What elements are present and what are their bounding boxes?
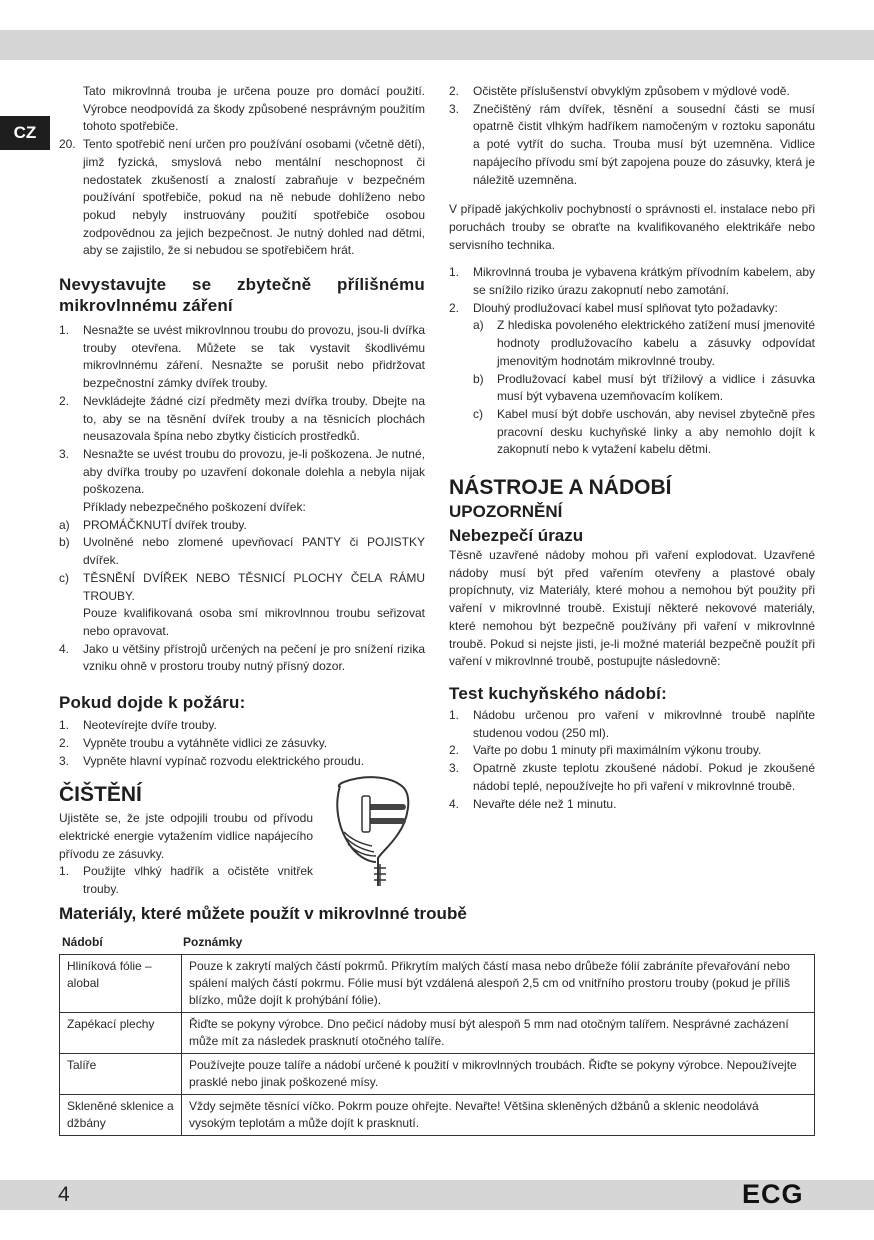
table-row <box>60 1095 815 1136</box>
list-item: 3. Znečištěný rám dvířek, těsnění a sousední části se musí opatrně čistit vlhkým hadříkem namočeným v roztoku saponátu a poté vytřít do sucha. Trouba musí být uzemněna. Vidlice napájecího přívodu smí být zapojena pouze do zásuvky, která je náležitě uzemněna. <box>449 101 815 187</box>
table-cell-notes: Řiďte se pokyny výrobce. Dno pečicí nádoby musí být alespoň 5 mm nad otočným talířem. Nesprávné zacházení může mít za následek prasknutí otočného talíře. <box>182 1013 815 1054</box>
danger-heading: Nebezpečí úrazu <box>449 526 584 546</box>
list-item: 1. Mikrovlnná trouba je vybavena krátkým přívodním kabelem, aby se snížilo riziko úrazu zakopnutí nebo zamotání. <box>449 265 815 298</box>
qualified-note: Pouze kvalifikovaná osoba smí mikrovlnnou troubu seřizovat nebo opravovat. <box>83 606 425 638</box>
page-number: 4 <box>58 1183 70 1206</box>
list-item: 2. Dlouhý prodlužovací kabel musí splňovat tyto požadavky: <box>449 300 778 315</box>
danger-paragraph: Těsně uzavřené nádoby mohou při vaření explodovat. Uzavřené nádoby musí být před vařením otevřeny a plastové obaly propíchnuty, viz Materiály, které mohou a nemohou být použity při vaření v mikrovlnné troubě. Existují některé nekovové materiály, které nemohou být bezpečně používány při vaření v mikrovlnné troubě. Pokud si nejste jisti, je-li možné materiál bezpečně použít při vaření v mikrovlnné troubě, postupujte následovně: <box>449 548 815 669</box>
list-item: 1. Nesnažte se uvést mikrovlnnou troubu do provozu, jsou-li dvířka trouby otevřena. Můžete se tak vystavit škodlivému mikrovlnnému záření. Nesnažte se porušit nebo přidržovat bezpečnostní zámky dvířek trouby. <box>59 323 425 391</box>
header-bar <box>0 30 874 60</box>
section-heading-radiation: Nevystavujte se zbytečně přílišnému mikrovlnnému záření <box>59 275 425 316</box>
column-header-notes: Poznámky <box>183 935 243 949</box>
list-item: 1. Použijte vlhký hadřík a očistěte vnitřek trouby. <box>59 864 313 897</box>
list-item: 2. Očistěte příslušenství obvyklým způsobem v mýdlové vodě. <box>449 84 790 98</box>
right-column <box>449 83 815 813</box>
table-cell-notes: Používejte pouze talíře a nádobí určené k použití v mikrovlnných troubách. Řiďte se pokyny výrobce. Nepoužívejte prasklé nebo jinak poškozené mísy. <box>182 1054 815 1095</box>
language-tab: CZ <box>0 116 50 150</box>
intro-paragraph: Tato mikrovlnná trouba je určena pouze pro domácí použití. Výrobce neodpovídá za škody způsobené nesprávným použitím tohoto spotřebiče. <box>83 84 425 134</box>
cleaning-paragraph: Ujistěte se, že jste odpojili troubu od přívodu elektrické energie vytažením vidlice napájecího přívodu ze zásuvky. <box>59 811 313 861</box>
table-cell-dish: Skleněné sklenice a džbány <box>60 1095 182 1136</box>
list-item: 2. Nevkládejte žádné cizí předměty mezi dvířka trouby. Dbejte na to, aby se na těsnění dvířek trouby a na těsnicích plochách neusazovala špína nebo zbytky čisticích prostředků. <box>59 393 425 444</box>
sub-item: a) PROMÁČKNUTÍ dvířek trouby. <box>59 517 247 532</box>
section-heading-fire: Pokud dojde k požáru: <box>59 693 246 713</box>
sub-item: b) Uvolněné nebo zlomené upevňovací PANTY či POJISTKY dvířek. <box>59 535 425 568</box>
materials-table <box>59 954 815 1136</box>
list-item: 1. Nádobu určenou pro vaření v mikrovlnné troubě naplňte studenou vodou (250 ml). <box>449 707 815 740</box>
brand-logo: ECG <box>742 1179 804 1209</box>
list-item: 2. Vařte po dobu 1 minuty při maximálním výkonu trouby. <box>449 743 762 758</box>
examples-intro: Příklady nebezpečného poškození dvířek: <box>83 500 306 515</box>
list-item: 3. Nesnažte se uvést troubu do provozu, je-li poškozena. Je nutné, aby dvířka trouby po uzavření dokonale dolehla a nebyla nijak poškozena. <box>59 446 425 497</box>
table-row <box>60 955 815 1013</box>
list-item: 1. Neotevírejte dvíře trouby. <box>59 718 217 733</box>
list-item: 3. Opatrně zkuste teplotu zkoušené nádobí. Pokud je zkoušené nádobí teplé, nepoužívejte ho při vaření v mikrovlnné troubě. <box>449 761 815 793</box>
section-heading-cleaning: ČIŠTĚNÍ <box>59 783 142 807</box>
table-row <box>60 1054 815 1095</box>
table-cell-notes: Pouze k zakrytí malých částí pokrmů. Přikrytím malých částí masa nebo drůbeže fólií zabráníte převařování nebo spálení malých částí pokrmu. Fólie musí být vzdálená alespoň 2,5 cm od vnitřního prostoru trouby (pokud je příliš blízko, může dojít k prohýbání fólie). <box>182 955 815 1013</box>
install-paragraph: V případě jakýchkoliv pochybností o správnosti el. instalace nebo při poruchách trouby se obraťte na kvalifikovaného elektrikáře nebo servisního technika. <box>449 202 815 252</box>
list-item: 4. Nevařte déle než 1 minutu. <box>449 796 617 811</box>
list-item: 20. Tento spotřebič není určen pro používání osobami (včetně dětí), jimž fyzická, smyslová nebo mentální neschopnost či nedostatek zkušeností a znalostí zabraňuje v bezpečném používání spotřebiče, pokud na ně nebude dohlíženo nebo pokud nebyly instruovány použití spotřebiče osobou zodpovědnou za jejich bezpečnost. Je nutný dohled nad dětmi, aby se zajistilo, že si nebudou se spotřebičem hrát. <box>59 137 425 258</box>
table-cell-notes: Vždy sejměte těsnící víčko. Pokrm pouze ohřejte. Nevařte! Většina skleněných džbánů a sklenic neodolává vysokým teplotám a může dojít k prasknutí. <box>182 1095 815 1136</box>
table-cell-dish: Hliníková fólie – alobal <box>60 955 182 1013</box>
table-cell-dish: Zapékací plechy <box>60 1013 182 1054</box>
list-item: 4. Jako u většiny přístrojů určených na pečení je pro snížení rizika vzniku ohně v prostoru trouby nutný přísný dozor. <box>59 641 425 674</box>
section-heading-tools: NÁSTROJE A NÁDOBÍ <box>449 476 672 500</box>
list-item: 3. Vypněte hlavní vypínač rozvodu elektrického proudu. <box>59 753 365 768</box>
column-header-dish: Nádobí <box>62 935 103 949</box>
section-heading-test: Test kuchyňského nádobí: <box>449 683 667 703</box>
sub-item: c) Kabel musí být dobře uschován, aby nevisel zbytečně přes pracovní desku kuchyňské linky a aby nemohlo dojít k zakopnutí nebo k vytažení kabelu dětmi. <box>473 406 815 457</box>
list-item: 2. Vypněte troubu a vytáhněte vidlici ze zásuvky. <box>59 735 328 750</box>
table-cell-dish: Talíře <box>60 1054 182 1095</box>
sub-item: b) Prodlužovací kabel musí být třížilový a vidlice i zásuvka musí být vybavena uzemňovacím kolíkem. <box>473 371 815 404</box>
warning-heading: UPOZORNĚNÍ <box>449 502 563 522</box>
materials-title: Materiály, které můžete použít v mikrovlnné troubě <box>59 904 467 923</box>
power-plug-illustration <box>326 768 420 886</box>
sub-item: a) Z hlediska povoleného elektrického zatížení musí jmenovité hodnoty prodlužovacího kabelu a zásuvky odpovídat jmenovitým hodnotám mikrovlnné trouby. <box>473 318 815 368</box>
table-row <box>60 1013 815 1054</box>
sub-item: c) TĚSNĚNÍ DVÍŘEK NEBO TĚSNICÍ PLOCHY ČELA RÁMU TROUBY. <box>59 570 425 603</box>
